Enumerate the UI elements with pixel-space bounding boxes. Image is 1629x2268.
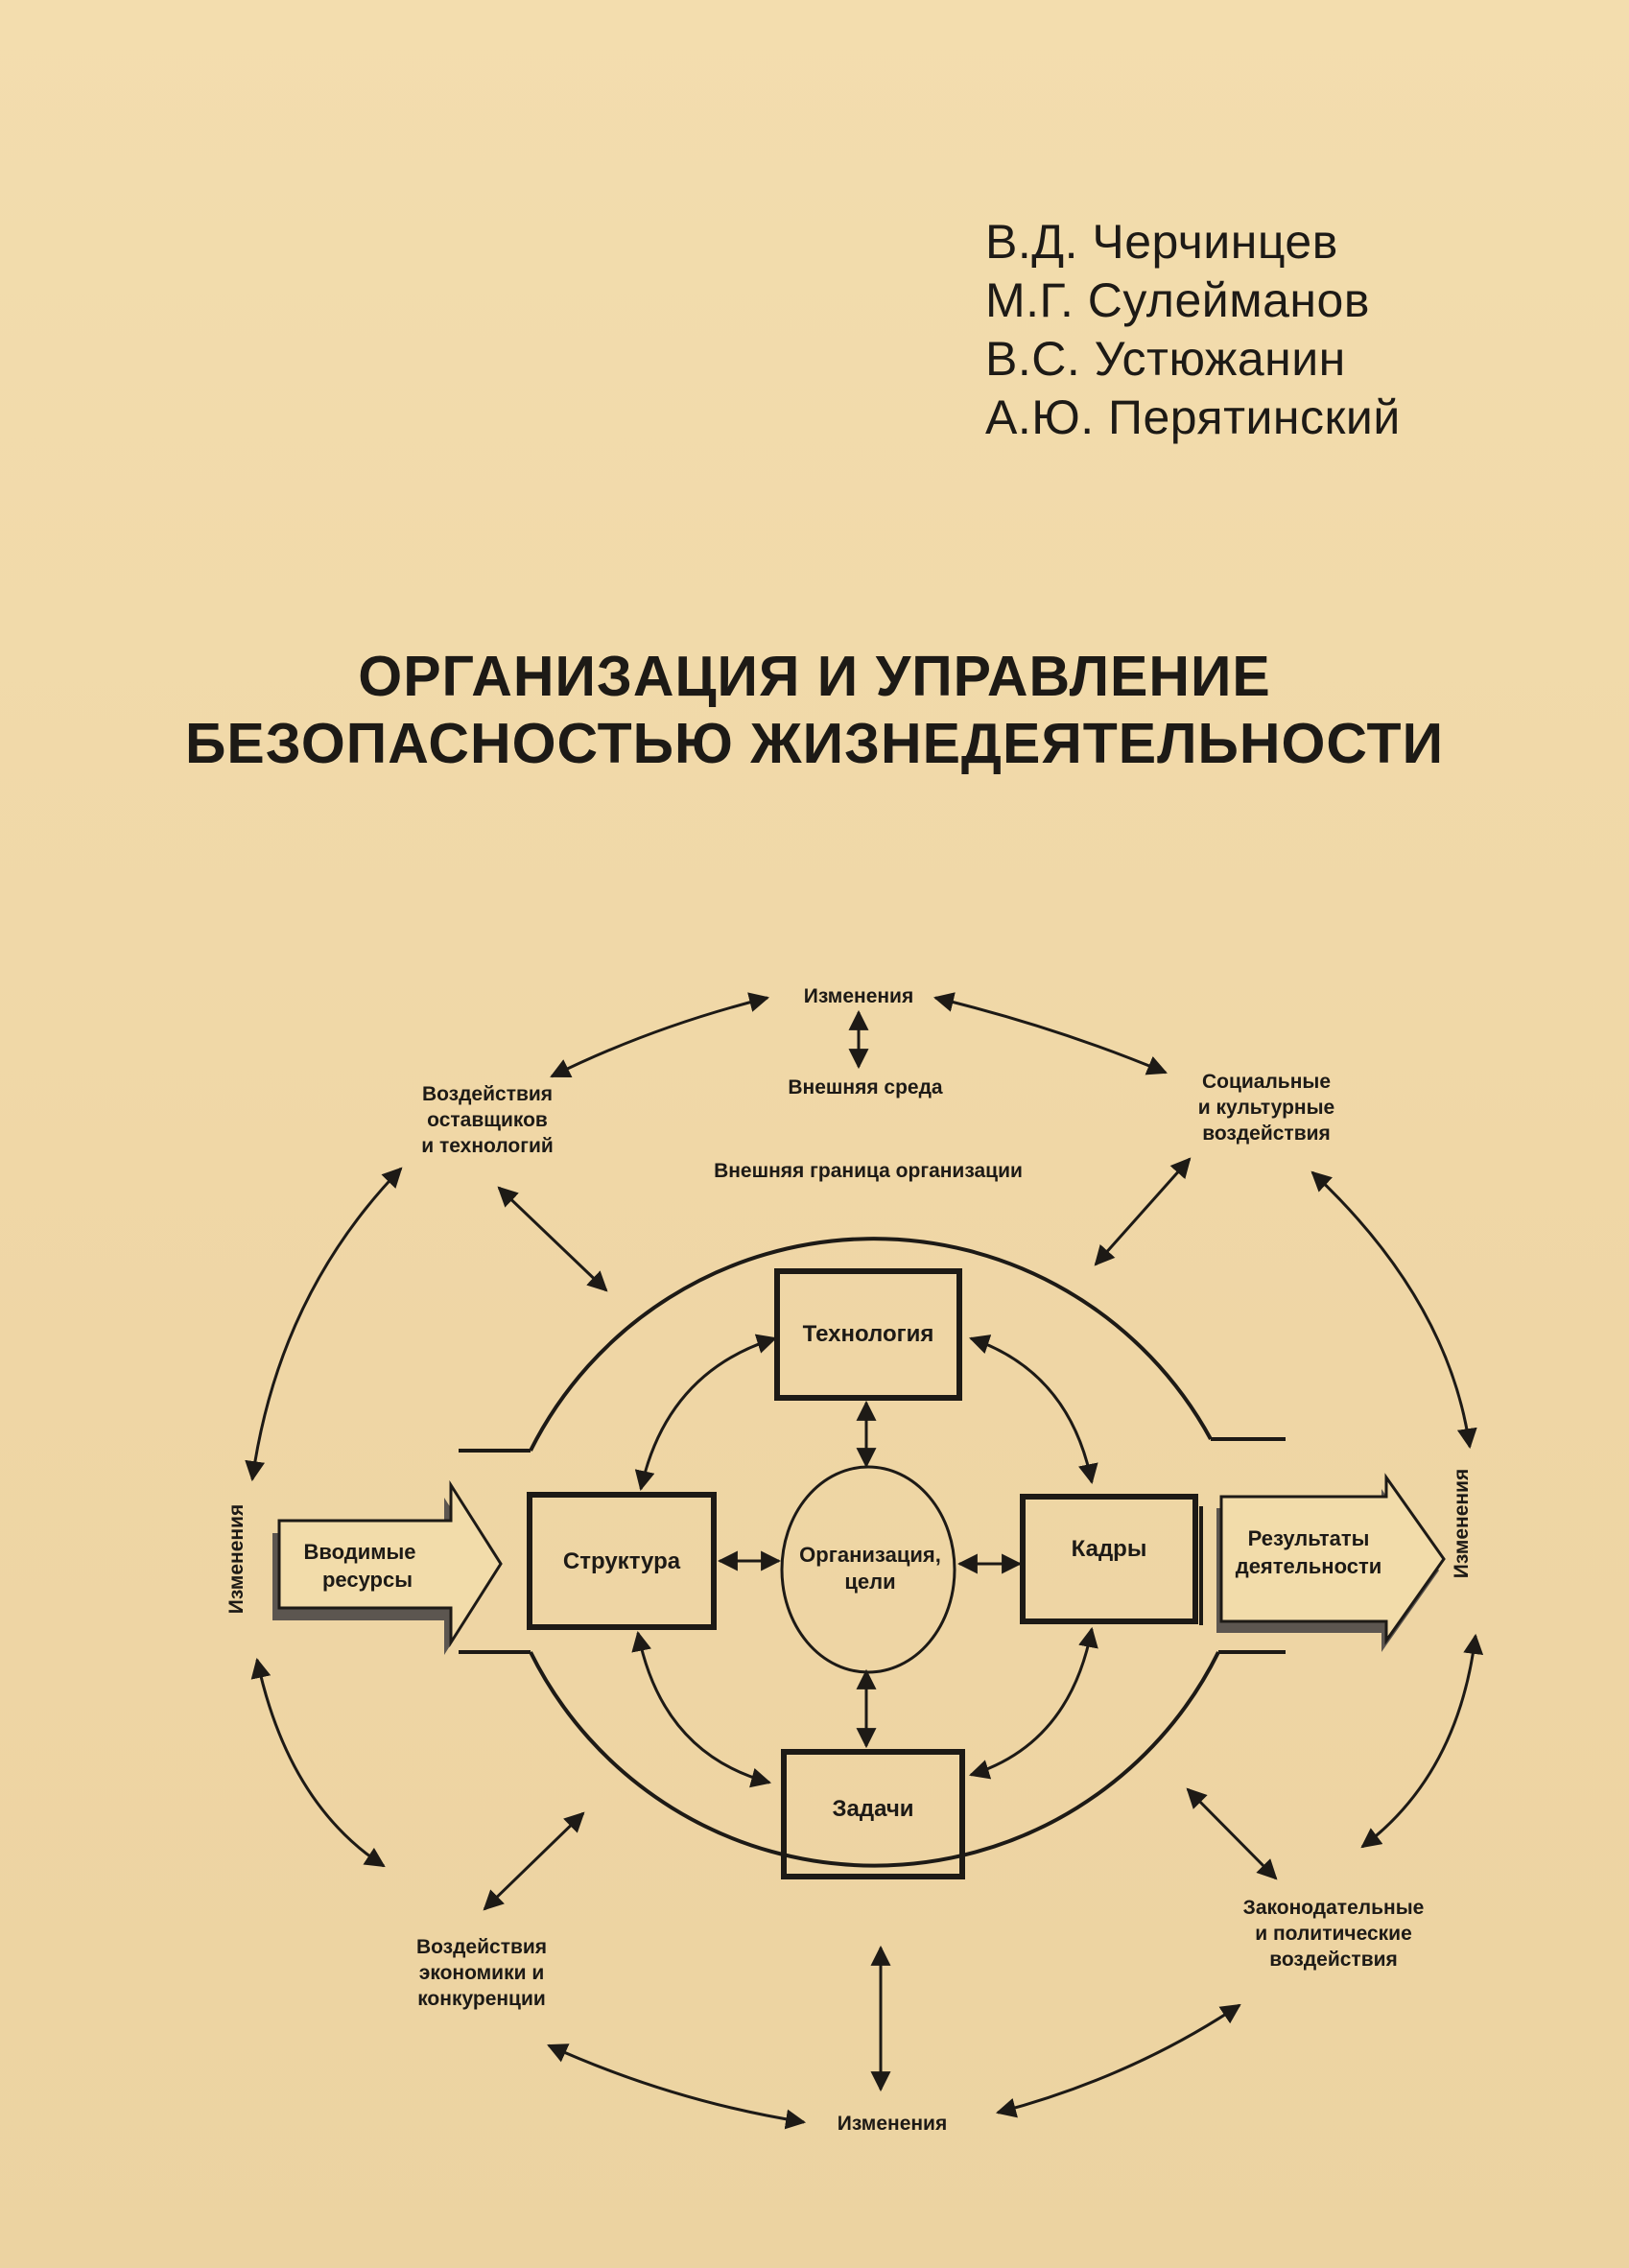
author-name: В.Д. Черчинцев: [985, 215, 1338, 269]
inputs-line-1: Вводимые: [303, 1540, 416, 1564]
arrow-legal: [1188, 1789, 1276, 1878]
arc-upper-left: [252, 1169, 401, 1479]
supplier-impact-line-2: оставщиков: [427, 1109, 548, 1131]
arrow-tech-structure: [641, 1338, 775, 1489]
arc-lower-right: [1362, 1636, 1476, 1847]
author-name: М.Г. Сулейманов: [985, 273, 1370, 327]
arc-top-left: [552, 998, 767, 1076]
box-tasks: [784, 1752, 962, 1877]
arc-upper-right: [1312, 1172, 1470, 1447]
inputs-arrow: [272, 1485, 501, 1655]
arc-bottom-right: [998, 2005, 1239, 2113]
supplier-impact-line-1: Воздействия: [421, 1083, 554, 1105]
social-impact-line-3: воздействия: [1202, 1122, 1331, 1145]
changes-left-label: Изменения: [225, 1503, 248, 1615]
title-line-1: ОРГАНИЗАЦИЯ И УПРАВЛЕНИЕ: [358, 645, 1271, 708]
arrow-structure-tasks: [638, 1633, 769, 1783]
arrow-economy: [484, 1813, 583, 1909]
org-goals-line-1: Организация,: [799, 1543, 941, 1567]
box-staff: [1023, 1497, 1201, 1625]
economy-impact-line-1: Воздействия: [415, 1936, 548, 1958]
arc-bottom-left: [549, 2045, 804, 2122]
boundary-lower-arc: [531, 1652, 1218, 1866]
results-line-1: Результаты: [1247, 1526, 1370, 1550]
box-structure: [530, 1495, 714, 1627]
inputs-line-2: ресурсы: [321, 1568, 413, 1592]
arc-top-right: [935, 998, 1166, 1073]
arrow-staff-tasks: [971, 1629, 1092, 1775]
org-goals-line-2: цели: [844, 1570, 896, 1594]
arrow-suppliers: [499, 1188, 606, 1290]
results-line-2: деятельности: [1235, 1554, 1382, 1578]
structure-label: Структура: [562, 1548, 681, 1574]
tasks-label: Задачи: [832, 1796, 914, 1822]
social-impact-line-2: и культурные: [1197, 1097, 1335, 1119]
economy-impact-line-3: конкуренции: [417, 1988, 546, 2010]
changes-bottom-label: Изменения: [837, 2113, 948, 2135]
technology-label: Технология: [802, 1321, 934, 1347]
arrow-social: [1096, 1159, 1190, 1264]
author-name: А.Ю. Перятинский: [985, 390, 1401, 444]
arc-lower-left: [257, 1660, 384, 1866]
supplier-impact-line-3: и технологий: [421, 1135, 554, 1157]
title-line-2: БЕЗОПАСНОСТЬЮ ЖИЗНЕДЕЯТЕЛЬНОСТИ: [184, 712, 1445, 775]
legal-impact-line-2: и политические: [1255, 1923, 1412, 1945]
results-arrow: [1216, 1477, 1444, 1652]
staff-label: Кадры: [1071, 1536, 1147, 1562]
legal-impact-line-3: воздействия: [1269, 1949, 1398, 1971]
economy-impact-line-2: экономики и: [418, 1962, 545, 1984]
external-env-label: Внешняя среда: [788, 1076, 943, 1099]
changes-top-label: Изменения: [803, 985, 914, 1007]
box-technology: [777, 1271, 959, 1398]
legal-impact-line-1: Законодательные: [1242, 1897, 1425, 1919]
center-organization: [782, 1467, 955, 1672]
social-impact-line-1: Социальные: [1201, 1071, 1332, 1093]
org-boundary-label: Внешняя граница организации: [714, 1160, 1023, 1182]
arrow-tech-staff: [971, 1338, 1092, 1482]
changes-right-label: Изменения: [1451, 1468, 1473, 1579]
author-name: В.С. Устюжанин: [985, 332, 1346, 386]
